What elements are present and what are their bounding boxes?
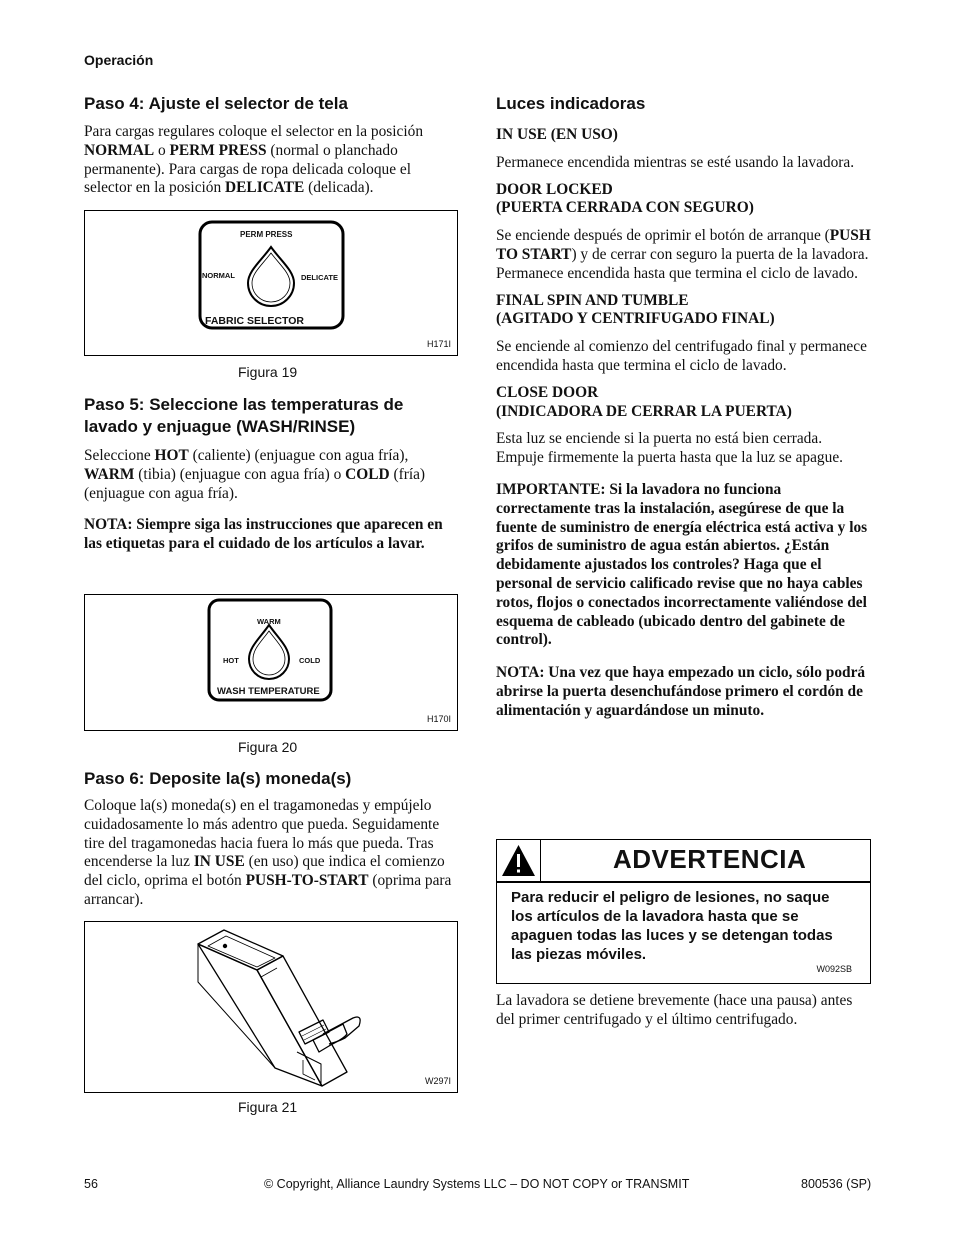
- closing-paragraph: La lavadora se detiene brevemente (hace una pausa) antes del primer centrifugado y el último centrifugado.: [496, 992, 853, 1028]
- hot-label: HOT: [223, 656, 239, 665]
- door-locked-text: Se enciende después de oprimir el botón de arranque (PUSH TO START) y de cerrar con seguro la puerta de la lavadora. Permanece encendida hasta que termina el ciclo de lavado.: [496, 227, 871, 282]
- warning-header: [497, 840, 870, 883]
- perm-press-label: PERM PRESS: [240, 230, 293, 239]
- fabric-selector-label: FABRIC SELECTOR: [205, 315, 304, 327]
- cold-label: COLD: [299, 656, 321, 665]
- copyright-notice: © Copyright, Alliance Laundry Systems LLC – DO NOT COPY or TRANSMIT: [264, 1177, 690, 1191]
- door-locked-title: DOOR LOCKED (PUERTA CERRADA CON SEGURO): [496, 180, 754, 217]
- warning-title: ADVERTENCIA: [613, 844, 807, 874]
- close-door-text: Esta luz se enciende si la puerta no está bien cerrada. Empuje firmemente la puerta hasta que la luz se apague.: [496, 430, 843, 467]
- step5-heading: Paso 5: Seleccione las temperaturas de lavado y enjuague (WASH/RINSE): [84, 395, 404, 436]
- page-number: 56: [84, 1177, 98, 1191]
- step4-paragraph: Para cargas regulares coloque el selector en la posición NORMAL o PERM PRESS (normal o planchado permanente). Para cargas de ropa delicada coloque el selector en la posición DELICATE (delicada).: [84, 123, 424, 197]
- step4-section: [84, 93, 458, 198]
- close-door-title: CLOSE DOOR (INDICADORA DE CERRAR LA PUERTA): [496, 383, 792, 420]
- in-use-title: IN USE (EN USO): [496, 126, 618, 143]
- step6-heading: Paso 6: Deposite la(s) moneda(s): [84, 769, 352, 788]
- step6-paragraph: Coloque la(s) moneda(s) en el tragamonedas y empújelo cuidadosamente lo más adentro que pueda. Seguidamente tire del tragamonedas hacia fuera lo más que pueda. Tras encenderse la luz IN USE (en uso) que indica el comienzo del ciclo, oprima el botón PUSH-TO-START (oprima para arrancar).: [84, 797, 452, 908]
- cycle-note: NOTA: Una vez que haya empezado un ciclo, sólo podrá abrirse la puerta desenchufándose primero el cordón de alimentación y aguardándose un minuto.: [496, 664, 866, 719]
- wash-temperature-label: WASH TEMPERATURE: [217, 686, 320, 697]
- figure-code: H171I: [426, 339, 451, 349]
- wash-temperature-dial-icon: [85, 595, 457, 730]
- figure-19-caption: Figura 19: [238, 364, 298, 380]
- final-spin-title: FINAL SPIN AND TUMBLE (AGITADO Y CENTRIFUGADO FINAL): [496, 291, 775, 328]
- important-note: IMPORTANTE: Si la lavadora no funciona correctamente tras la instalación, asegúrese de que la fuente de suministro de energía eléctrica está activa y los grifos de suministro de agua están abiertos. ¿Están debidamente ajustados los controles? Haga que el personal de servicio calificado revise que no haya cables rotos, flojos o conectados incorrectamente valiéndose del esquema de cableado (ubicado dentro del gabinete de control).: [496, 480, 868, 649]
- step4-heading: Paso 4: Ajuste el selector de tela: [84, 94, 348, 113]
- document-number: 800536 (SP): [801, 1177, 872, 1191]
- figure-21-caption: Figura 21: [238, 1099, 298, 1115]
- indicator-lights-section: [496, 93, 872, 721]
- coin-slide-drawing: [85, 922, 457, 1092]
- figure-19-fabric-selector: [84, 210, 458, 356]
- closing-section: [496, 992, 872, 1030]
- figure-21-coin-slide: [84, 921, 458, 1093]
- step5-note: NOTA: Siempre siga las instrucciones que aparecen en las etiquetas para el cuidado de los artículos a lavar.: [84, 516, 443, 553]
- normal-label: NORMAL: [202, 271, 235, 280]
- indicator-lights-heading: Luces indicadoras: [496, 94, 646, 113]
- warm-label: WARM: [257, 617, 281, 626]
- figure-20-caption: Figura 20: [238, 739, 298, 755]
- warning-triangle-icon: [497, 840, 541, 881]
- figure-code: H170I: [426, 714, 451, 724]
- step6-section: [84, 768, 458, 910]
- delicate-label: DELICATE: [301, 273, 338, 282]
- step5-section: [84, 394, 458, 554]
- step5-paragraph: Seleccione HOT (caliente) (enjuague con agua fría), WARM (tibia) (enjuague con agua fría) o COLD (fría) (enjuague con agua fría).: [84, 447, 426, 502]
- warning-code: W092SB: [816, 964, 852, 974]
- final-spin-text: Se enciende al comienzo del centrifugado final y permanece encendida hasta que termina el ciclo de lavado.: [496, 338, 867, 374]
- figure-code: W297I: [424, 1076, 451, 1086]
- in-use-text: Permanece encendida mientras se esté usando la lavadora.: [496, 153, 855, 171]
- warning-text: Para reducir el peligro de lesiones, no saque los artículos de la lavadora hasta que se apaguen todas las luces y se detengan todas las piezas móviles.: [511, 889, 833, 963]
- figure-20-wash-temperature: [84, 594, 458, 731]
- warning-box: [496, 839, 871, 984]
- section-label: Operación: [84, 52, 154, 68]
